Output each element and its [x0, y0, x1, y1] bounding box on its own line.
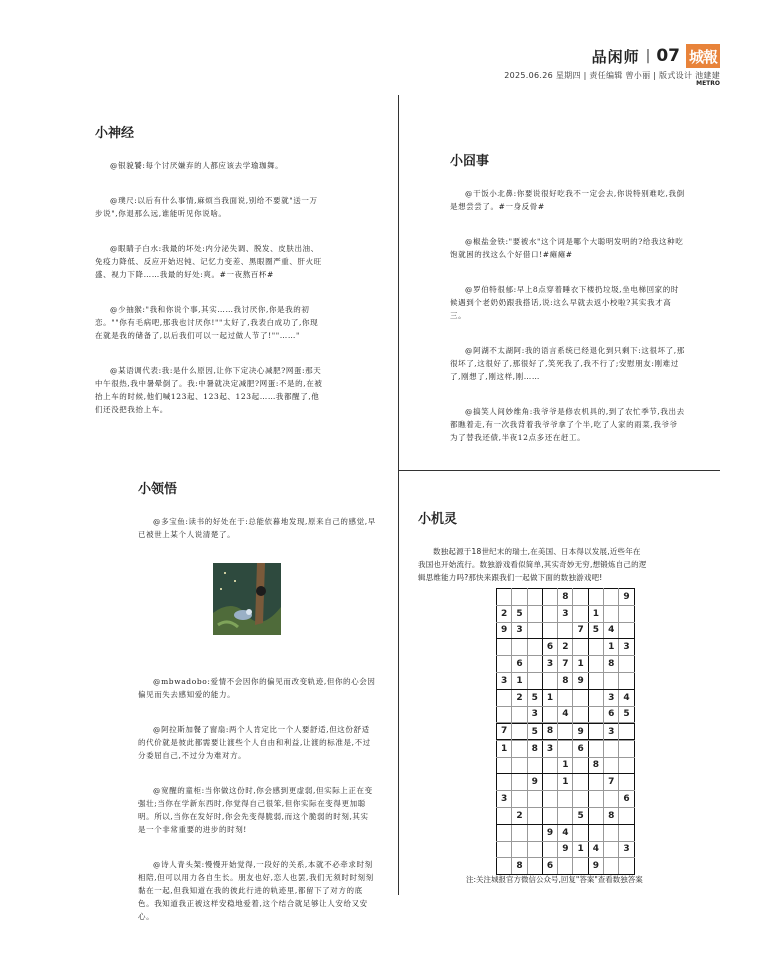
sudoku-row [497, 824, 635, 841]
paragraph: @搞笑人间妙维角:我爷爷是修农机具的,到了农忙季节,我出去都瞧着走,有一次我背着我爷爷拿了个半,吃了人家的雨菜,我爷爷为了替我还债,半夜12点多还在赶工。 [450, 407, 685, 442]
sudoku-cell: 6 [573, 740, 588, 757]
sudoku-cell: 8 [588, 757, 603, 774]
sudoku-cell [497, 689, 512, 706]
sudoku-cell: 3 [619, 841, 634, 858]
sudoku-cell [558, 724, 573, 741]
sudoku-row [497, 656, 635, 673]
sudoku-cell: 6 [512, 656, 527, 673]
sudoku-cell [573, 706, 588, 723]
sudoku-cell [604, 791, 619, 808]
sudoku-cell [542, 589, 557, 606]
sudoku-cell [558, 858, 573, 875]
sudoku-cell [497, 858, 512, 875]
section-title: 小领悟 [138, 482, 178, 497]
sudoku-cell [619, 740, 634, 757]
sudoku-cell [542, 791, 557, 808]
paragraph: @阿拉斯加餐了窗扇:两个人肯定比一个人要舒适,但这份舒适的代价就是彼此都需要让渡些个人自由和利益,让渡的标准是,不过分委屈自己,不过分为难对方。 [138, 725, 371, 760]
sudoku-cell [573, 858, 588, 875]
sudoku-cell [588, 740, 603, 757]
sudoku-cell [512, 724, 527, 741]
sudoku-cell [573, 589, 588, 606]
sudoku-row [497, 672, 635, 689]
sudoku-cell [542, 757, 557, 774]
sudoku-cell [512, 841, 527, 858]
sudoku-row [497, 774, 635, 791]
sudoku-cell [527, 791, 542, 808]
sudoku-cell: 3 [512, 622, 527, 639]
sudoku-cell: 3 [497, 791, 512, 808]
sudoku-cell: 1 [497, 740, 512, 757]
sudoku-cell [573, 757, 588, 774]
sudoku-cell: 4 [558, 706, 573, 723]
column-divider-horizontal [398, 470, 720, 471]
sudoku-cell [619, 724, 634, 741]
column-name: 品闲师 [591, 47, 640, 66]
sudoku-cell [619, 774, 634, 791]
sudoku-cell [588, 807, 603, 824]
sudoku-cell [604, 672, 619, 689]
sudoku-cell [619, 807, 634, 824]
sudoku-row [497, 605, 635, 622]
sudoku-cell: 3 [604, 724, 619, 741]
sudoku-cell [527, 672, 542, 689]
sudoku-cell [497, 639, 512, 656]
paragraph: @阿湖不太湖阿:我的语言系统已经退化到只剩下:这很坏了,那很坏了,这很好了,那很好了,笑死我了,我不行了;安慰朋友:刚难过了,刚想了,刚这样,刚…… [450, 346, 685, 381]
sudoku-cell [588, 639, 603, 656]
sudoku-cell [573, 774, 588, 791]
sudoku-cell: 3 [604, 689, 619, 706]
sudoku-cell: 8 [512, 858, 527, 875]
sudoku-cell: 6 [619, 791, 634, 808]
sudoku-cell [604, 841, 619, 858]
masthead-row [504, 44, 720, 68]
sudoku-cell: 4 [619, 689, 634, 706]
sudoku-row [497, 841, 635, 858]
sudoku-cell [527, 605, 542, 622]
paragraph: 数独起源于18世纪末的瑞士,在美国、日本得以发展,近些年在我国也开始流行。数独游戏看似简单,其实奇妙无穷,想锻炼自己的逻辑思维能力吗?那快来跟我们一起做下面的数独游戏吧! [418, 547, 647, 582]
paragraph: @椒盐金铁:"要被水"这个词是哪个大聪明发明的?给我这种吃饱就困的找这么个好借口!#瘫瘫# [450, 237, 684, 259]
sudoku-cell: 4 [604, 622, 619, 639]
sudoku-cell [588, 656, 603, 673]
sudoku-cell: 5 [619, 706, 634, 723]
sudoku-cell [558, 622, 573, 639]
sudoku-row [497, 791, 635, 808]
sudoku-cell: 2 [558, 639, 573, 656]
sudoku-cell [604, 605, 619, 622]
page-number: 07 [656, 46, 680, 66]
column-divider-vertical [398, 95, 399, 895]
sudoku-cell [619, 858, 634, 875]
sudoku-cell: 9 [558, 841, 573, 858]
sudoku-cell: 1 [573, 841, 588, 858]
sudoku-cell: 3 [497, 672, 512, 689]
sudoku-row [497, 724, 635, 741]
sudoku-cell: 7 [573, 622, 588, 639]
sudoku-row [497, 757, 635, 774]
sudoku-cell: 1 [604, 639, 619, 656]
sudoku-cell: 8 [558, 672, 573, 689]
sudoku-cell [542, 706, 557, 723]
paragraph: @某语调代表:我:是什么原因,让你下定决心减肥?网蛋:那天中午很热,我中暑晕倒了。我:中暑就决定减肥?网蛋:不是的,在被抬上车的时候,他们喊123起、123起、123起……我都醒了,他们还没把我抬上车。 [95, 366, 323, 414]
sudoku-cell [619, 605, 634, 622]
sudoku-cell: 1 [558, 757, 573, 774]
sudoku-cell [542, 724, 557, 741]
paragraph: @mbwadobo:爱情不会因你的偏见而改变轨迹,但你的心会因偏见而失去感知爱的能力。 [138, 677, 376, 699]
sudoku-cell: 7 [558, 656, 573, 673]
sudoku-cell [558, 807, 573, 824]
sudoku-row [497, 589, 635, 606]
sudoku-cell: 8 [527, 740, 542, 757]
sudoku-cell: 1 [512, 672, 527, 689]
sudoku-cell: 4 [588, 841, 603, 858]
sudoku-cell [512, 639, 527, 656]
sudoku-cell: 3 [619, 639, 634, 656]
paragraph: @罗伯特很郁:早上8点穿着睡衣下楼扔垃圾,坐电梯回家的时候遇到个老奶奶跟我搭话,说:这么早就去返小校啦?其实我才高三。 [450, 285, 679, 320]
sudoku-cell [558, 689, 573, 706]
sudoku-cell [527, 807, 542, 824]
sudoku-cell [512, 740, 527, 757]
sudoku-cell: 8 [558, 589, 573, 606]
sudoku-cell [512, 589, 527, 606]
sudoku-cell [604, 589, 619, 606]
sudoku-cell: 9 [497, 622, 512, 639]
masthead [504, 44, 720, 87]
sudoku-cell: 5 [527, 689, 542, 706]
sudoku-cell [573, 605, 588, 622]
sudoku-row [497, 807, 635, 824]
sudoku-cell: 8 [604, 656, 619, 673]
sudoku-cell: 1 [558, 774, 573, 791]
sudoku-cell: 9 [573, 724, 588, 741]
sudoku-cell [542, 672, 557, 689]
section-title: 小机灵 [418, 512, 458, 527]
sudoku-cell [604, 740, 619, 757]
sudoku-cell [512, 774, 527, 791]
sudoku-cell [604, 824, 619, 841]
section-enlightenment [138, 478, 376, 945]
paragraph: @眼睛子白水:我最的坏处:内分泌失调、脱发、皮肤出油、免疫力降低、反应开始迟钝、记忆力变差、黑眼圈严重、肝火旺盛、视力下降……我最的好处:爽。#一夜熬百杯# [95, 244, 322, 279]
sudoku-grid-2 [496, 723, 635, 875]
sudoku-cell [573, 791, 588, 808]
sudoku-cell [527, 824, 542, 841]
section-title: 小神经 [95, 126, 135, 141]
sudoku-cell: 9 [542, 824, 557, 841]
sudoku-cell: 5 [512, 605, 527, 622]
sudoku-cell [512, 791, 527, 808]
sudoku-cell [588, 774, 603, 791]
sudoku-cell [542, 807, 557, 824]
sudoku-cell [527, 858, 542, 875]
sudoku-grid-1 [496, 588, 635, 740]
sudoku-cell [497, 724, 512, 741]
sudoku-cell [497, 589, 512, 606]
paragraph: @银貌饕:每个讨厌嫌弃的人都应该去学瑜珈舞。 [110, 161, 284, 170]
sudoku-cell [558, 791, 573, 808]
answer-note: 注:关注城报官方微信公众号,回复"答案"查看数独答案 [466, 875, 643, 884]
sudoku-cell [542, 774, 557, 791]
sudoku-cell: 3 [527, 706, 542, 723]
sudoku-cell: 1 [573, 656, 588, 673]
sudoku-cell [542, 622, 557, 639]
sudoku-cell [527, 639, 542, 656]
sudoku-cell: 8 [542, 723, 557, 740]
sudoku-cell [497, 824, 512, 841]
sudoku-cell [527, 589, 542, 606]
sudoku-cell [497, 706, 512, 723]
sudoku-cell [497, 841, 512, 858]
sudoku-cell [573, 689, 588, 706]
sudoku-cell [604, 858, 619, 875]
sudoku-row [497, 740, 635, 757]
section-title: 小囧事 [450, 154, 490, 169]
paragraph: @诗人青头架:慢慢开始觉得,一段好的关系,本就不必牵求时刻相陪,但可以用力各自生长。朋友也好,恋人也罢,我们无须时时刻刻黏在一起,但我知道在我的彼此行进的轨迹里,都留下了对方的底色。我知道我正被这样安稳地爱着,这个结合就足够让人安给又安心。 [138, 860, 374, 921]
sudoku-cell: 8 [604, 807, 619, 824]
sudoku-row [497, 706, 635, 723]
sudoku-cell [497, 656, 512, 673]
sudoku-cell [512, 824, 527, 841]
sudoku-cell: 6 [542, 639, 557, 656]
sudoku-cell: 7 [604, 774, 619, 791]
sudoku-cell [619, 757, 634, 774]
sudoku-cell [619, 622, 634, 639]
sudoku-cell [588, 689, 603, 706]
sudoku-cell [512, 757, 527, 774]
sudoku-cell: 3 [542, 656, 557, 673]
sudoku-cell [588, 791, 603, 808]
sudoku-cell [497, 757, 512, 774]
bird-illustration-icon [213, 563, 281, 635]
sudoku-cell [497, 807, 512, 824]
sudoku-cell [619, 824, 634, 841]
sudoku-row [497, 639, 635, 656]
sudoku-cell: 5 [588, 622, 603, 639]
sudoku-cell: 1 [588, 605, 603, 622]
sudoku-cell: 9 [619, 589, 634, 606]
section-awkward [450, 150, 685, 466]
sudoku-cell: 9 [588, 858, 603, 875]
sudoku-cell [542, 605, 557, 622]
sudoku-cell: 2 [512, 807, 527, 824]
sudoku-cell: 2 [497, 605, 512, 622]
sudoku-cell: 7 [497, 723, 512, 740]
illustration-image [213, 563, 281, 635]
sudoku-cell: 3 [542, 740, 557, 757]
sudoku-cell: 1 [542, 689, 557, 706]
paragraph: @多宝鱼:读书的好处在于:总能依暮地发现,原来自己的感觉,早已被世上某个人说清楚了。 [138, 517, 376, 539]
sudoku-cell: 6 [542, 858, 557, 875]
dateline: 2025.06.26 星期四 | 责任编辑 曾小丽 | 版式设计 池建建 [504, 71, 720, 80]
sudoku-cell: 9 [527, 774, 542, 791]
sudoku-row [497, 858, 635, 875]
sudoku-cell [619, 672, 634, 689]
separator: | [645, 48, 651, 64]
sudoku-cell [588, 724, 603, 741]
sudoku-cell [542, 841, 557, 858]
sudoku-cell: 3 [558, 605, 573, 622]
paragraph: @干饭小北鼻:你要说很好吃我不一定会去,你说特别难吃,我倒是想尝尝了。#一身反骨# [450, 189, 685, 211]
paragraph: @少抽猴:"我和你说个事,其实……我讨厌你,你是我的初恋。""你有毛病吧,那我也讨厌你!""太好了,我表白成功了,你现在就是我的储备了,以后我们可以一起过做人节了!""……" [95, 305, 319, 340]
logo-subtitle: METRO [696, 80, 720, 87]
sudoku-cell [573, 824, 588, 841]
sudoku-cell [573, 639, 588, 656]
sudoku-cell [512, 706, 527, 723]
sudoku-cell [619, 656, 634, 673]
paragraph: @宽醒的童柜:当你做这份时,你会感到更虚弱,但实际上正在变强壮;当你在学新东西时,你觉得自己很笨,但你实际在变得更加聪明。所以,当你在发好时,你会先变得脆弱,而这个脆弱的时刻,其实是一个非常重要的进步的时刻! [138, 786, 373, 834]
sudoku-row [497, 689, 635, 706]
sudoku-cell [604, 757, 619, 774]
sudoku-cell [527, 841, 542, 858]
sudoku-cell: 4 [558, 824, 573, 841]
sudoku-cell [588, 589, 603, 606]
sudoku-cell: 5 [573, 807, 588, 824]
sudoku-cell [588, 672, 603, 689]
sudoku-cell: 2 [512, 689, 527, 706]
sudoku-cell [527, 622, 542, 639]
newspaper-logo: 城報 [686, 44, 720, 68]
paragraph: @璞尺:以后有什么事情,麻烦当我面说,别给不要就"送一万步说",你退那么远,谁能听见你说啥。 [95, 196, 318, 218]
sudoku-cell [527, 757, 542, 774]
sudoku-cell [497, 774, 512, 791]
sudoku-cell: 9 [573, 672, 588, 689]
sudoku-cell [588, 824, 603, 841]
sudoku-row [497, 622, 635, 639]
section-nerve [95, 122, 325, 438]
sudoku-cell [588, 706, 603, 723]
sudoku-cell [558, 740, 573, 757]
sudoku-cell: 5 [527, 724, 542, 741]
sudoku-cell [527, 656, 542, 673]
sudoku-cell: 6 [604, 706, 619, 723]
